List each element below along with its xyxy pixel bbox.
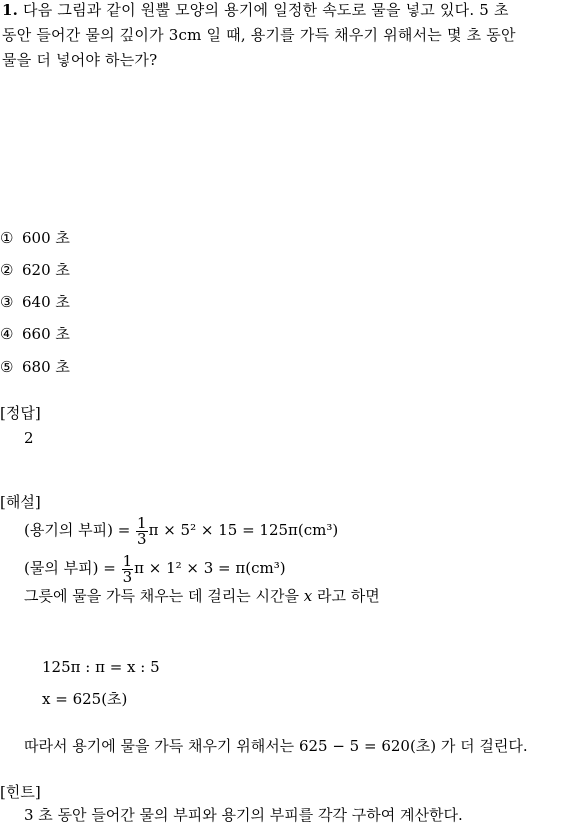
question-line-1 (2, 0, 509, 22)
explanation-heading: [해설] (0, 493, 41, 511)
time-definition-line (24, 584, 380, 608)
question-text-1: 다음 그림과 같이 원뿔 모양의 용기에 일정한 속도로 물을 넣고 있다. 5 초 (23, 1, 509, 19)
solution-equation: x = 625(초) (42, 690, 128, 708)
water-volume-fraction (122, 551, 134, 586)
container-volume-fraction (136, 513, 148, 548)
time-definition-after: 라고 하면 (316, 587, 380, 605)
container-volume-line (24, 512, 338, 548)
water-volume-label: (물의 부피) = (24, 559, 116, 577)
proportion-equation: 125π : π = x : 5 (42, 658, 160, 676)
fraction-numerator: 1 (122, 551, 133, 570)
choice-1[interactable] (0, 226, 70, 250)
container-volume-expression: π × 5² × 15 = 125π(cm³) (148, 521, 339, 539)
choice-5[interactable] (0, 355, 70, 379)
question-line-2: 동안 들어간 물의 깊이가 3cm 일 때, 용기를 가득 채우기 위해서는 몇 초 동안 (2, 26, 516, 44)
hint-heading: [힌트] (0, 783, 41, 801)
choice-5-text: 680 초 (22, 358, 70, 376)
fraction-denominator: 3 (137, 529, 147, 548)
fraction-numerator: 1 (137, 513, 147, 532)
answer-value: 2 (24, 429, 34, 447)
choice-2-text: 620 초 (22, 261, 70, 279)
time-definition-before: 그릇에 물을 가득 채우는 데 걸리는 시간을 (24, 587, 299, 605)
choice-2-marker: ② (0, 261, 14, 279)
choice-5-marker: ⑤ (0, 358, 14, 376)
choice-2[interactable] (0, 258, 70, 282)
choice-4[interactable] (0, 322, 70, 346)
question-line-3: 물을 더 넣어야 하는가? (2, 51, 158, 69)
conclusion-text: 따라서 용기에 물을 가득 채우기 위해서는 625 − 5 = 620(초) 가 더 걸린다. (24, 737, 528, 755)
fraction-denominator: 3 (122, 567, 133, 586)
choice-3-text: 640 초 (22, 293, 70, 311)
choice-4-text: 660 초 (22, 325, 70, 343)
choice-4-marker: ④ (0, 325, 14, 343)
time-variable: x (303, 587, 313, 605)
container-volume-label: (용기의 부피) = (24, 521, 131, 539)
question-number: 1. (2, 1, 19, 19)
choice-1-marker: ① (0, 229, 14, 247)
choice-1-text: 600 초 (22, 229, 70, 247)
choice-3[interactable] (0, 290, 70, 314)
answer-heading: [정답] (0, 404, 41, 422)
hint-text: 3 초 동안 들어간 물의 부피와 용기의 부피를 각각 구하여 계산한다. (24, 806, 463, 824)
water-volume-expression: π × 1² × 3 = π(cm³) (134, 559, 286, 577)
water-volume-line (24, 550, 286, 586)
figure-placeholder (0, 100, 574, 220)
choice-3-marker: ③ (0, 293, 14, 311)
